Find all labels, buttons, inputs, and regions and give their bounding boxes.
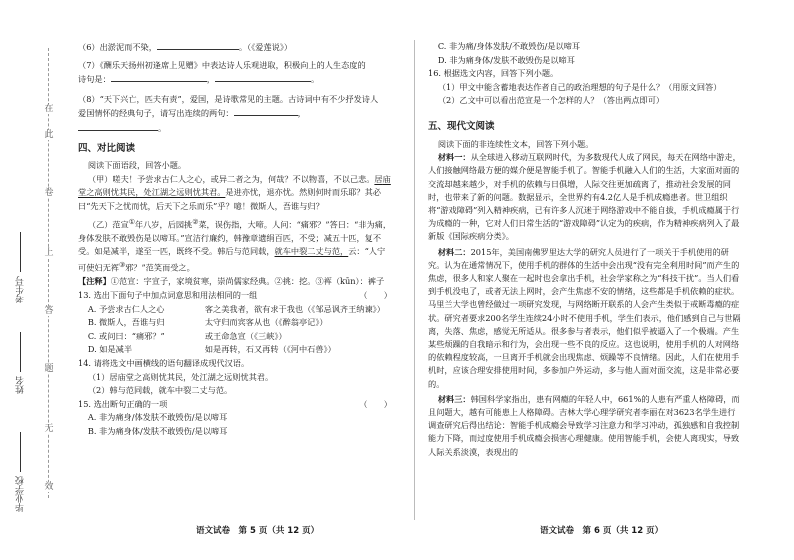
answer-blank[interactable] <box>111 72 207 82</box>
exam-number-label: 考生号 <box>16 276 26 303</box>
question-15: 15. 选出断句正确的一项 （ ） <box>78 398 392 409</box>
answer-blank[interactable] <box>234 106 298 116</box>
binding-margin <box>0 0 70 560</box>
passage-yi: （乙）范宣①年八岁，后园挑②菜，误伤指，大啼。人问：“痛邪？”答曰：“非为痛，身体发肤不敢毁伤是以啼耳。”宣洁行廉约，韩豫章遗绢百匹，不受；减五十匹，复不受。如是减半，遂至一匹，既终不受。韩后与范同载，就车中裂二丈与范，云：“人宁可使妇无裈③邪？”范笑而受之。 <box>78 217 392 273</box>
name-field[interactable] <box>14 332 27 394</box>
q13-options <box>78 303 392 357</box>
q16-item-2: （2）乙文中可以看出范宣是一个怎样的人？（答出两点即可） <box>437 95 665 106</box>
material-2: 材料二：2015年，美国南佛罗里达大学的研究人员进行了一项关于手机使用的研究。认为在通常情况下，使用手机的群体的生活中会出现“没有完全利用时间”而产生的焦虑，很多人和家人聚在一起时也会拿出手机，社会学家称之为“科技干扰”。当人们看到手机没电了，或者无法上网时，会产生焦虑不安的情绪，这些都是手机依赖的症状。马里兰大学也曾经做过一项研究发现，与网络断开联系的人会产生类似于戒断毒瘾的症状。研究者要求200名学生连续24小时不使用手机，学生们表示，他们感到自己与世隔离，失落、焦虑，感觉无所适从。很多参与者表示，他们似乎被逼入了一个极端。产生某些烦躁的自我暗示和行为，会出现一些不良的反应。这也说明，使用手机的人对网络的依赖程度较高，一旦离开手机就会出现焦虑、烦躁等不良情绪。因此，人们在使用手机时，应该合理安排使用时间，多参加户外运动，多与他人面对面交流，这是非常必要的。 <box>428 246 741 389</box>
option-c[interactable]: C. 或问曰：“痛邪？” 或王命急宣（《三峡》） <box>87 330 287 341</box>
option-b[interactable]: B. 微斯人，吾谁与归 太守归而宾客从也（《醉翁亭记》） <box>87 317 328 328</box>
question-8: （8）“天下兴亡，匹夫有责”，爱国，是诗歌常见的主题。古诗词中有不少抒发诗人 <box>78 93 379 104</box>
question-14: 14. 请将选文中画横线的语句翻译成现代汉语。 <box>78 357 250 368</box>
annotation-note: 【注释】①范宣：字宣子，家境贫寒，崇尚儒家经典。②挑：挖。③裈（kūn）：裤子 <box>78 276 385 287</box>
section-4-intro: 阅读下面语段，回答小题。 <box>87 160 187 171</box>
material-3: 材料三：韩国科学家指出，患有网瘾的年轻人中，661%的人患有严重人格障碍，而且问题大，越有可能患上人格障碍。吉林大学心理学研究者李丽在对3623名学生进行调查研究后得出结论：智能手机成瘾会导致学习注意力和学习冲动，孤独感和自我控制能力下降，而过度使用手机成瘾会损害心理健康。使用智能手机，会使人离现实，导致人际关系淡漠，表现出的 <box>428 393 740 457</box>
option-a[interactable]: A. 予尝求古仁人之心 客之美我者，欲有求于我也（《邹忌讽齐王纳谏》） <box>87 303 385 314</box>
name-label: 姓名 <box>16 376 26 394</box>
left-page: （6）出淤泥而不染， 。（《爱莲说》） （7）《酬乐天扬州初逢席上见赠》中表达诗人乐观进取，积极向上的人生态度的 诗句是： ， 。 （8）“天下兴亡，匹夫有责”，爱国，是诗歌常见的主题。古诗词中有不少抒发诗人 爱国情怀的经典句子，请写出连续的两句： ， 。 四、对比阅读 阅读下面语段，回答小题。 （甲）嗟夫！予尝求古仁人之心，或异二者之为，何哉？不以物喜，不以己悲。居庙堂之高则忧其民，处江湖之远则忧其君。是进亦忧，退亦忧。然则何时而乐耶？其必曰“先天下之忧而忧，后天下之乐而乐”乎？噫！微斯人，吾谁与归？ （乙）范宣①年八岁，后园挑②菜，误伤指，大啼。人问：“痛邪？”答曰：“非为痛，身体发肤不敢毁伤是以啼耳。”宣洁行廉约，韩豫章遗绢百匹，不受；减五十匹，复不受。如是减半，遂至一匹，既终不受。韩后与范同载，就车中裂二丈与范，云：“人宁可使妇无裈③邪？”范笑而受之。 【注释】①范宣：字宣子，家境贫寒，崇尚儒家经典。②挑：挖。③裈（kūn）：裤子 13. 选出下面句子中加点词意思和用法相同的一组 （ ） A. 予尝求古仁人之心 客之美我者，欲有求于我也（《邹忌讽齐王纳谏》） B. 微斯人，吾谁与归 太守归而宾客从也（《醉翁亭记》） C. 或问曰：“痛邪？” 或王命急宣（《三峡》） D. 如是减半 如是再转，石又再转（《河中石兽》） 14. 请将选文中画横线的语句翻译成现代汉语。 （1）居庙堂之高则忧其民，处江湖之远则忧其君。 （2）韩与范同载，就车中裂二丈与范。 15. 选出断句正确的一项 （ ） A. 非为痛身/体发肤不敢毁伤/是以啼耳 B. 非为痛身体/发肤不敢毁伤/是以啼耳 <box>78 40 392 518</box>
seal-char: 卷 <box>44 188 54 198</box>
seal-char: 答 <box>44 306 54 316</box>
right-page <box>428 40 742 518</box>
footer-page-6: 语文试卷 第 6 页（共 12 页） <box>540 526 664 536</box>
answer-blank[interactable] <box>157 40 239 50</box>
seal-char: 无 <box>44 424 54 434</box>
question-16: 16. 根据选文内容，回答下列小题。 <box>428 68 559 79</box>
school-field[interactable] <box>14 432 27 512</box>
passage-jia: （甲）嗟夫！予尝求古仁人之心，或异二者之为，何哉？不以物喜，不以己悲。居庙堂之高则忧其民，处江湖之远则忧其君。是进亦忧，退亦忧。然则何时而乐耶？其必曰“先天下之忧而忧，后天下之乐而乐”乎？噫！微斯人，吾谁与归？ <box>78 173 391 211</box>
section-5-heading: 五、现代文阅读 <box>428 120 495 132</box>
option-d[interactable]: D. 如是减半 如是再转，石又再转（《河中石兽》） <box>87 344 336 355</box>
seal-char: 题 <box>44 364 54 374</box>
seal-char: 效 <box>44 482 54 492</box>
school-label: 毕业学校 <box>16 476 26 512</box>
page-divider <box>414 40 415 520</box>
section-4-heading: 四、对比阅读 <box>78 142 136 154</box>
footer-page-5: 语文试卷 第 5 页（共 12 页） <box>196 526 320 536</box>
seal-char: 上 <box>44 248 54 258</box>
material-1: 材料一：从全球进入移动互联网时代，为多数现代人成了网民，每天在网络中游走，人们接触网络最方便的媒介便是智能手机了。智能手机融入人们的生活，大家面对面的交流却越来越少，对手机的依赖与日俱增，人际交往更加疏离了，推动社会发展的同时，也带来了新的问题。数据显示，全世界约有4.2亿人是手机成瘾患者。世卫组织将“游戏障碍”列入精神疾病，已有许多人沉迷于网络游戏中不能自拔，手机成瘾属于行为成瘾的一种，它对人们日常生活的“游戏障碍”认定为的疾病，作为精神疾病列入了最新版《国际疾病分类》。 <box>428 152 741 242</box>
answer-blank[interactable] <box>215 72 311 82</box>
q16-item-1: （1）甲文中能含蓄地表达作者自己的政治理想的句子是什么？（用原文回答） <box>437 81 722 92</box>
option-b[interactable]: B. 非为痛身体/发肤不敢毁伤/是以啼耳 <box>87 425 228 436</box>
option-d[interactable]: D. 非为痛身体/发肤不敢毁伤是以啼耳 <box>437 54 575 65</box>
answer-blank[interactable] <box>78 121 158 131</box>
exam-number-field[interactable] <box>14 232 27 303</box>
question-6: （6）出淤泥而不染， 。（《爱莲说》） <box>78 42 293 52</box>
seal-char: 此 <box>44 130 54 140</box>
option-c[interactable]: C. 非为痛/身体发肤/不敢毁伤/是以啼耳 <box>437 41 581 51</box>
section-5-intro: 阅读下面的非连续性文本，回答下列小题。 <box>437 138 594 149</box>
question-7: （7）《酬乐天扬州初逢席上见赠》中表达诗人乐观进取，积极向上的人生态度的 <box>78 59 366 70</box>
option-a[interactable]: A. 非为痛身/体发肤不敢毁伤/是以啼耳 <box>87 412 228 423</box>
question-13: 13. 选出下面句子中加点词意思和用法相同的一组 （ ） <box>78 289 392 300</box>
q14-item-2: （2）韩与范同载，就车中裂二丈与范。 <box>87 385 233 396</box>
seal-char: 在 <box>44 104 54 114</box>
q14-item-1: （1）居庙堂之高则忧其民，处江湖之远则忧其君。 <box>87 371 274 382</box>
